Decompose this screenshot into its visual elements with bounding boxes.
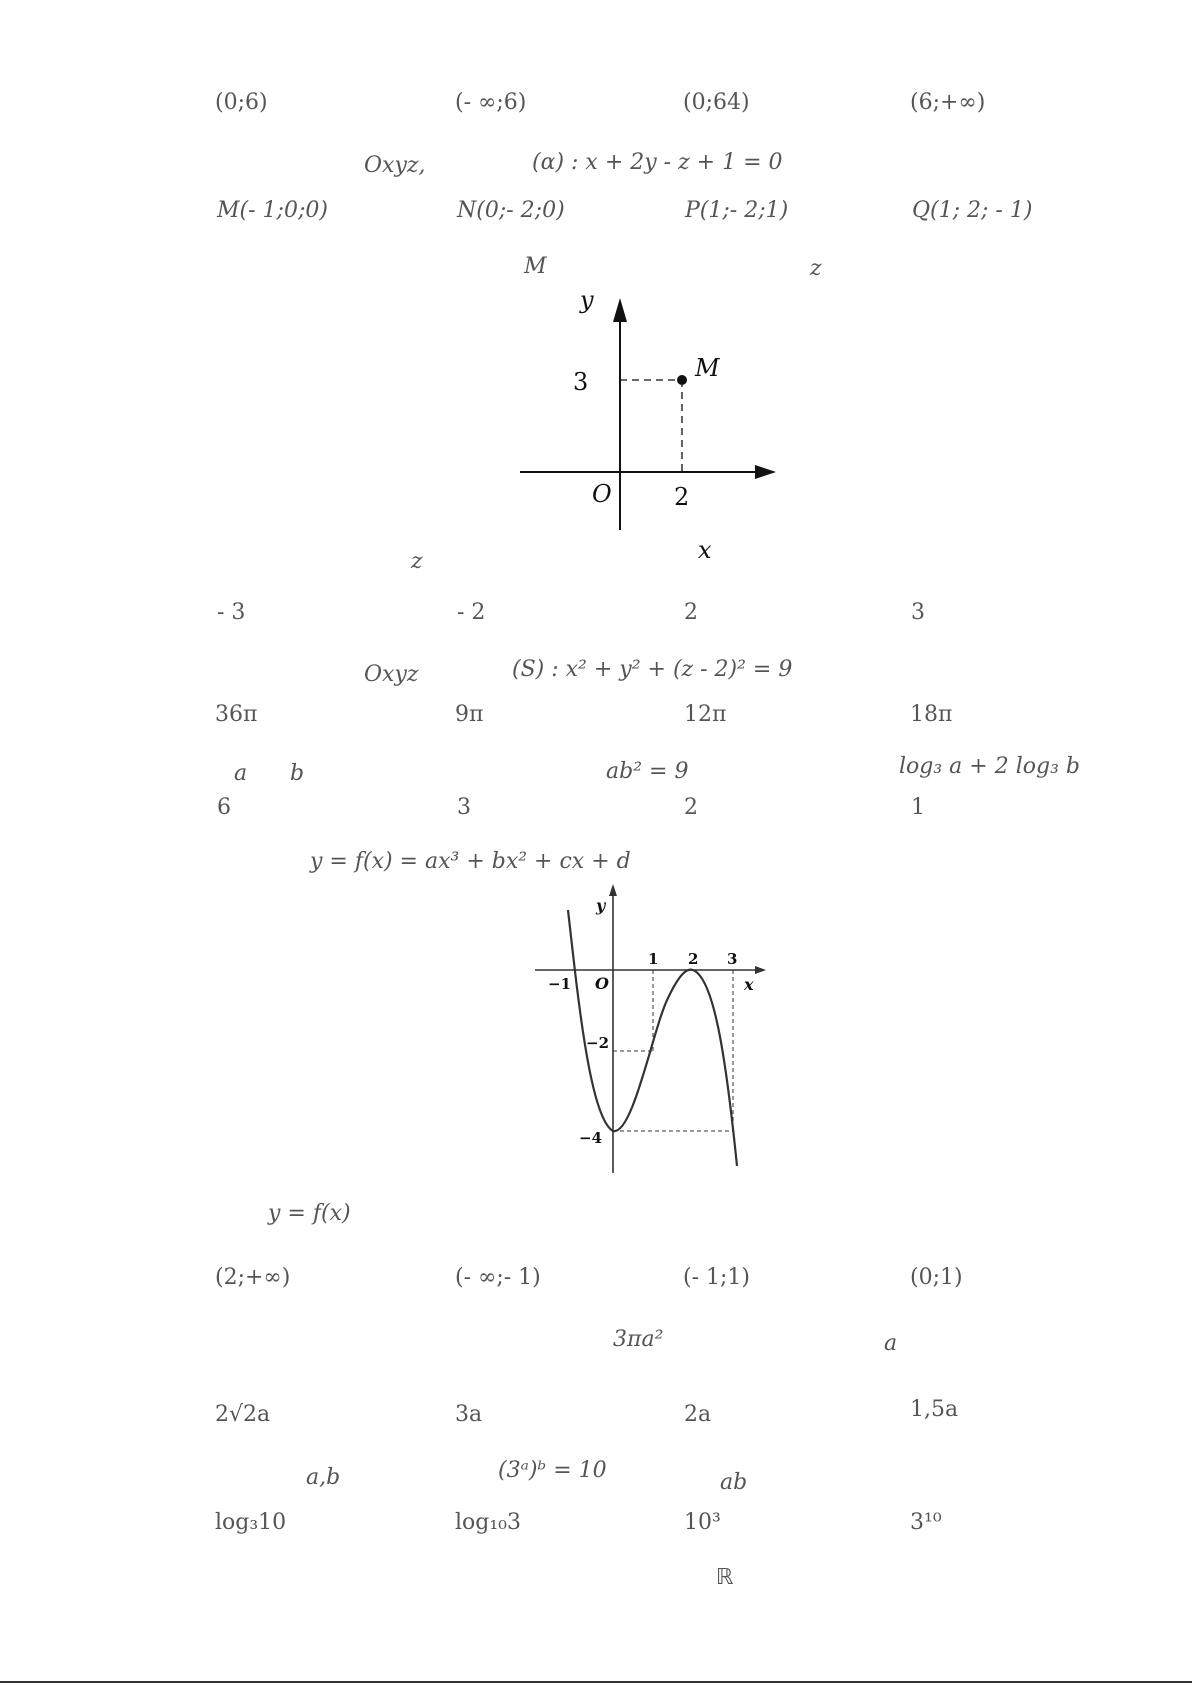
answer-a: 36π xyxy=(215,702,258,727)
y-value-label: 3 xyxy=(573,368,589,396)
variable-label: z xyxy=(810,256,822,281)
coordinate-system-label: Oxyz xyxy=(364,662,419,687)
plane-equation: (α) : x + 2y - z + 1 = 0 xyxy=(532,150,783,175)
answer-c: (- 1;1) xyxy=(683,1265,750,1290)
x-axis-arrow xyxy=(755,465,776,479)
answer-d: 1,5a xyxy=(910,1397,959,1422)
product-ab: ab xyxy=(720,1470,748,1495)
y-axis-label: y xyxy=(596,896,606,915)
answer-c: 10³ xyxy=(684,1510,721,1535)
answer-b: 9π xyxy=(455,702,484,727)
answer-c: 2a xyxy=(684,1402,712,1427)
log-condition: ab² = 9 xyxy=(606,759,689,784)
complex-plane-figure xyxy=(510,286,770,564)
answer-d: (6;+∞) xyxy=(910,90,986,115)
answer-a: M(- 1;0;0) xyxy=(217,198,328,223)
coordinate-system-label: Oxyz, xyxy=(364,153,426,178)
xtick-minus1: −1 xyxy=(548,975,572,993)
answer-c: 12π xyxy=(684,702,727,727)
answer-b: 3a xyxy=(455,1402,483,1427)
function-label: y = f(x) xyxy=(268,1201,351,1226)
answer-a: 2√2a xyxy=(215,1402,271,1427)
variables-ab: a,b xyxy=(306,1465,341,1490)
answer-c: 2 xyxy=(684,795,698,820)
reals-symbol: ℝ xyxy=(716,1565,734,1590)
answer-b: N(0;- 2;0) xyxy=(457,198,565,223)
x-axis-label: x xyxy=(744,975,754,994)
answer-c: (0;64) xyxy=(683,90,750,115)
answer-a: - 3 xyxy=(217,600,246,625)
answer-c: P(1;- 2;1) xyxy=(685,198,789,223)
answer-d: 1 xyxy=(911,795,925,820)
xtick-1: 1 xyxy=(648,950,659,968)
origin-label: O xyxy=(592,480,612,508)
origin-label: O xyxy=(595,974,609,993)
answer-d: 3¹⁰ xyxy=(910,1510,942,1535)
point-m-label: M xyxy=(695,354,720,382)
answer-b: (- ∞;6) xyxy=(455,90,527,115)
answer-d: 18π xyxy=(910,702,953,727)
variable-a: a xyxy=(884,1331,898,1356)
exponent-condition: (3ᵃ)ᵇ = 10 xyxy=(498,1458,607,1483)
xtick-3: 3 xyxy=(727,950,738,968)
y-axis-arrow xyxy=(609,884,617,896)
ytick-minus2: −2 xyxy=(586,1034,610,1052)
answer-b: log₁₀3 xyxy=(455,1510,521,1535)
answer-d: (0;1) xyxy=(910,1265,963,1290)
answer-a: 6 xyxy=(217,795,231,820)
answer-a: (2;+∞) xyxy=(215,1265,291,1290)
ytick-minus4: −4 xyxy=(579,1129,603,1147)
answer-a: log₃10 xyxy=(215,1510,287,1535)
answer-d: Q(1; 2; - 1) xyxy=(912,198,1033,223)
y-axis-arrow xyxy=(613,298,627,322)
y-axis-label: y xyxy=(580,286,594,314)
x-axis-arrow xyxy=(755,966,766,974)
answer-b: - 2 xyxy=(457,600,486,625)
sphere-equation: (S) : x² + y² + (z - 2)² = 9 xyxy=(512,657,793,682)
x-value-label: 2 xyxy=(674,483,690,511)
cubic-graph-figure xyxy=(530,888,770,1173)
log-expression: log₃ a + 2 log₃ b xyxy=(899,754,1080,779)
point-m xyxy=(677,375,687,385)
z-label: z xyxy=(411,549,423,574)
point-label: M xyxy=(524,254,547,279)
answer-d: 3 xyxy=(911,600,925,625)
xtick-2: 2 xyxy=(688,950,699,968)
area-expression: 3πa² xyxy=(613,1327,664,1352)
x-axis-label: x xyxy=(698,536,712,564)
variable-b: b xyxy=(290,761,305,786)
answer-a: (0;6) xyxy=(215,90,268,115)
answer-b: (- ∞;- 1) xyxy=(455,1265,541,1290)
answer-c: 2 xyxy=(684,600,698,625)
page-bottom-rule xyxy=(0,1681,1192,1683)
variable-a: a xyxy=(234,761,248,786)
cubic-function: y = f(x) = ax³ + bx² + cx + d xyxy=(310,849,631,874)
answer-b: 3 xyxy=(457,795,471,820)
